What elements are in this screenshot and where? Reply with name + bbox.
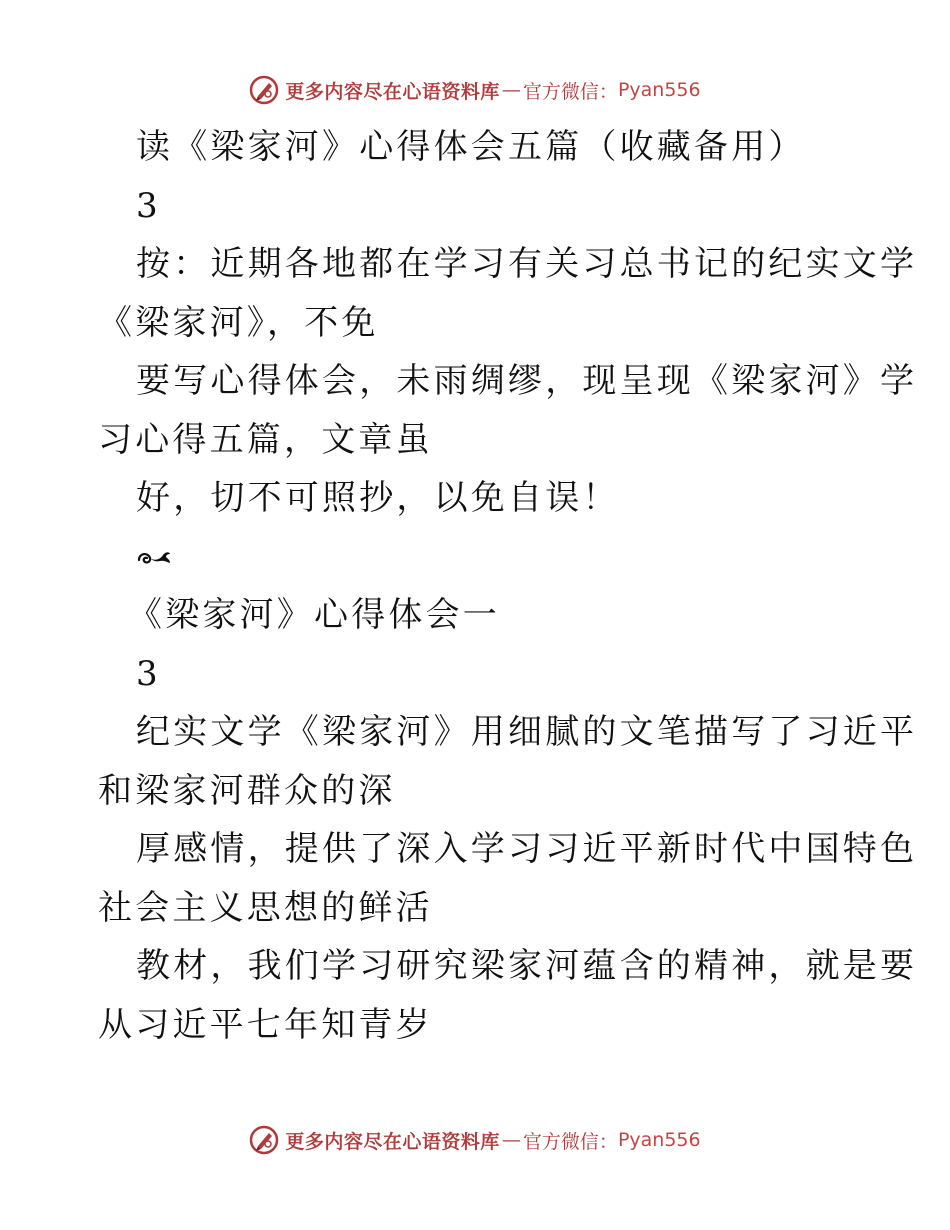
header-banner [0,70,950,110]
banner-separator: — [501,1129,521,1151]
banner-text: 更多内容尽在心语资料库 [285,1130,500,1153]
intro-line: 好，切不可照抄，以免自误！ [136,478,620,518]
banner-wechat-label: 官方微信： [522,1130,618,1153]
pen-logo-icon [249,1125,279,1155]
banner-separator: — [501,79,521,101]
fleuron-icon [136,546,172,568]
document-title: 读《梁家河》心得体会五篇（收藏备用） [136,127,806,167]
body-line: 社会主义思想的鲜活 [98,887,433,928]
intro-line: 习心得五篇，文章虽 [98,419,433,460]
pen-logo-icon [249,75,279,105]
banner-wechat-id: Pyan556 [617,79,701,101]
body-line: 从习近平七年知青岁 [98,1004,433,1045]
body-line: 和梁家河群众的深 [98,770,396,811]
intro-line: 要写心得体会，未雨绸缪，现呈现《梁家河》学 [136,361,918,401]
banner-text: 更多内容尽在心语资料库 [285,80,500,103]
footer-banner [0,1120,950,1160]
ornament-divider [98,528,858,587]
body-line: 厚感情，提供了深入学习习近平新时代中国特色 [136,829,918,869]
page-number: 3 [136,185,161,226]
document-body [98,118,918,1054]
body-line: 教材，我们学习研究梁家河蕴含的精神，就是要 [136,946,918,986]
banner-wechat-label: 官方微信： [522,80,618,103]
section-heading: 《梁家河》心得体会一 [128,595,500,635]
page-number: 3 [136,653,161,694]
banner-wechat-id: Pyan556 [617,1129,701,1151]
intro-line: 按：近期各地都在学习有关习总书记的纪实文学 [136,244,918,284]
body-line: 纪实文学《梁家河》用细腻的文笔描写了习近平 [136,712,918,752]
intro-line: 《梁家河》，不免 [98,302,379,343]
